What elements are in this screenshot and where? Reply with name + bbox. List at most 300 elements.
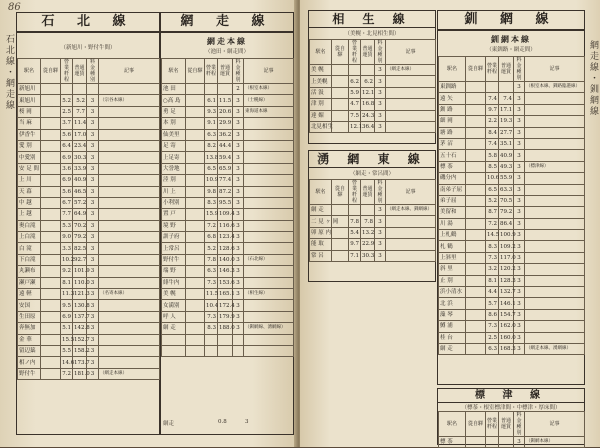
table-row bbox=[18, 163, 160, 174]
segment-distance: 9.5 bbox=[61, 300, 73, 311]
station-name: 常 呂 bbox=[310, 250, 332, 261]
from-station bbox=[186, 163, 205, 174]
shibetsu-title: 標 津 線 bbox=[438, 389, 584, 403]
remarks bbox=[99, 163, 160, 174]
cumulative-distance: 109.4 bbox=[218, 209, 233, 220]
cumulative-distance: 181.0 bbox=[73, 368, 87, 379]
from-station bbox=[41, 323, 61, 334]
table-row bbox=[18, 345, 160, 356]
segment-distance: 8.4 bbox=[486, 127, 499, 138]
station-name: 野付牛 bbox=[162, 254, 186, 265]
from-station bbox=[466, 298, 486, 309]
remarks bbox=[386, 227, 436, 238]
left-page bbox=[0, 0, 297, 447]
cumulative-distance: 128.6 bbox=[218, 243, 233, 254]
remarks bbox=[386, 76, 436, 87]
segment-distance: 2.5 bbox=[486, 332, 499, 343]
from-station bbox=[466, 127, 486, 138]
remarks bbox=[244, 300, 294, 311]
segment-distance: 8.3 bbox=[486, 241, 499, 252]
cumulative-distance: 120.2 bbox=[499, 264, 514, 275]
table-row bbox=[310, 227, 436, 238]
fee-class: 3 bbox=[514, 275, 525, 286]
from-station bbox=[186, 140, 205, 151]
remarks bbox=[525, 309, 585, 320]
from-station bbox=[332, 110, 349, 121]
table-row bbox=[162, 266, 294, 277]
from-station bbox=[41, 84, 61, 95]
col-header-from: 從自驛 bbox=[332, 180, 349, 205]
from-station bbox=[41, 345, 61, 356]
from-station bbox=[41, 334, 61, 345]
cumulative-distance: 44.4 bbox=[218, 140, 233, 151]
station-name: 奔無加 bbox=[18, 323, 41, 334]
remarks bbox=[525, 127, 585, 138]
from-station bbox=[186, 220, 205, 231]
cumulative-distance: 172.4 bbox=[218, 300, 233, 311]
fee-class: 3 bbox=[233, 323, 244, 334]
segment-distance: 7.3 bbox=[486, 321, 499, 332]
remarks bbox=[525, 195, 585, 206]
table-row bbox=[310, 216, 436, 227]
table-row bbox=[310, 205, 436, 216]
cumulative-distance: 17.1 bbox=[499, 104, 514, 115]
table-row bbox=[310, 239, 436, 250]
segment-distance: 10.9 bbox=[205, 175, 218, 186]
segment-distance: 12.1 bbox=[349, 121, 361, 132]
cumulative-distance: 13.2 bbox=[361, 227, 375, 238]
station-name: 足 寄 bbox=[162, 140, 186, 151]
cumulative-distance: 146.3 bbox=[218, 266, 233, 277]
remarks bbox=[525, 332, 585, 343]
table-row bbox=[18, 254, 160, 265]
segment-distance: 4.4 bbox=[486, 287, 499, 298]
table-row bbox=[18, 129, 160, 140]
segment-distance: 7.8 bbox=[205, 254, 218, 265]
from-station bbox=[41, 106, 61, 117]
station-name: 置 戸 bbox=[162, 209, 186, 220]
fee-class: 3 bbox=[87, 129, 99, 140]
from-station bbox=[186, 129, 205, 140]
col-header-fare: 普通運賃 bbox=[361, 180, 375, 205]
remarks: （根室本線） bbox=[244, 84, 294, 95]
cumulative-distance: 11.5 bbox=[218, 95, 233, 106]
table-row bbox=[162, 243, 294, 254]
segment-distance: 9.0 bbox=[61, 232, 73, 243]
table-row bbox=[18, 300, 160, 311]
segment-distance bbox=[205, 345, 218, 356]
fee-class: 3 bbox=[233, 254, 244, 265]
col-header-dist: 營業粁程 bbox=[61, 59, 73, 84]
remarks: （名寄本線） bbox=[99, 289, 160, 300]
col-header-fare: 普通運賃 bbox=[499, 412, 514, 437]
cumulative-distance: 12.1 bbox=[361, 87, 375, 98]
from-station bbox=[332, 87, 349, 98]
senmo-line-name: 釧網本線 bbox=[491, 34, 531, 44]
station-name: 川 湯 bbox=[439, 218, 466, 229]
from-station bbox=[332, 99, 349, 110]
from-station bbox=[466, 93, 486, 104]
segment-distance: 6.1 bbox=[205, 95, 218, 106]
segment-distance bbox=[349, 65, 361, 76]
from-station bbox=[41, 140, 61, 151]
cumulative-distance bbox=[218, 84, 233, 95]
remarks bbox=[525, 93, 585, 104]
remarks: （根室本線、釧路臨港線） bbox=[525, 82, 585, 93]
from-station bbox=[186, 334, 205, 345]
remarks bbox=[525, 138, 585, 149]
table-row bbox=[162, 289, 294, 300]
table-row bbox=[439, 127, 585, 138]
col-header-station: 駅名 bbox=[310, 40, 332, 65]
station-name: 本 別 bbox=[162, 118, 186, 129]
table-row bbox=[18, 209, 160, 220]
cumulative-distance: 95.5 bbox=[218, 197, 233, 208]
station-name: 白 滝 bbox=[18, 243, 41, 254]
station-name: 上美幌 bbox=[310, 76, 332, 87]
remarks bbox=[525, 173, 585, 184]
table-row bbox=[18, 186, 160, 197]
segment-distance: 11.3 bbox=[61, 289, 73, 300]
remarks bbox=[386, 110, 436, 121]
from-station bbox=[466, 309, 486, 320]
fee-class: 3 bbox=[514, 287, 525, 298]
fee-class: 3 bbox=[233, 175, 244, 186]
fee-class: 3 bbox=[514, 343, 525, 354]
station-name bbox=[162, 345, 186, 356]
cumulative-distance: 82.5 bbox=[73, 243, 87, 254]
abashiri-footer-station: 網走 bbox=[163, 421, 175, 427]
remarks bbox=[99, 300, 160, 311]
fee-class: 3 bbox=[514, 173, 525, 184]
col-header-fare: 普通運賃 bbox=[73, 59, 87, 84]
from-station bbox=[466, 241, 486, 252]
from-station bbox=[41, 266, 61, 277]
segment-distance: 6.5 bbox=[486, 184, 499, 195]
station-name: 当 麻 bbox=[18, 118, 41, 129]
segment-distance: 7.2 bbox=[205, 220, 218, 231]
table-row bbox=[18, 243, 160, 254]
table-row bbox=[439, 252, 585, 263]
yumo-title: 湧 網 東 線 bbox=[309, 151, 435, 168]
from-station bbox=[332, 205, 349, 216]
segment-distance: 9.1 bbox=[205, 118, 218, 129]
from-station bbox=[41, 118, 61, 129]
fee-class: 3 bbox=[514, 230, 525, 241]
station-name: 愛 別 bbox=[18, 140, 41, 151]
fee-class: 3 bbox=[233, 311, 244, 322]
station-name: 丸瀬布 bbox=[18, 266, 41, 277]
station-name: 網 走 bbox=[310, 205, 332, 216]
table-row bbox=[162, 232, 294, 243]
fee-class: 3 bbox=[375, 110, 386, 121]
from-station bbox=[41, 357, 61, 368]
fee-class: 3 bbox=[233, 129, 244, 140]
station-name: 勇 足 bbox=[162, 106, 186, 117]
fee-class: 3 bbox=[87, 289, 99, 300]
from-station bbox=[186, 243, 205, 254]
remarks: （釧網本線） bbox=[525, 437, 585, 448]
remarks: （網走本線） bbox=[99, 368, 160, 379]
cumulative-distance: 142.8 bbox=[73, 323, 87, 334]
from-station bbox=[466, 184, 486, 195]
col-header-remarks: 記事 bbox=[525, 412, 585, 437]
cumulative-distance: 168.3 bbox=[499, 343, 514, 354]
col-header-dist: 營業粁程 bbox=[486, 57, 499, 82]
remarks bbox=[525, 287, 585, 298]
from-station bbox=[466, 173, 486, 184]
from-station bbox=[186, 254, 205, 265]
from-station bbox=[186, 209, 205, 220]
table-row bbox=[310, 76, 436, 87]
col-header-station: 駅名 bbox=[439, 57, 466, 82]
remarks bbox=[386, 99, 436, 110]
cumulative-distance: 40.9 bbox=[73, 175, 87, 186]
col-header-station: 駅名 bbox=[162, 59, 186, 84]
remarks bbox=[99, 345, 160, 356]
remarks bbox=[244, 334, 294, 345]
from-station bbox=[466, 104, 486, 115]
segment-distance: 9.8 bbox=[205, 186, 218, 197]
station-name: ○高 島 bbox=[162, 95, 186, 106]
segment-distance: 4.7 bbox=[349, 99, 361, 110]
fee-class: 3 bbox=[375, 227, 386, 238]
segment-distance: 6.3 bbox=[205, 266, 218, 277]
fee-class: 3 bbox=[87, 368, 99, 379]
table-row bbox=[162, 140, 294, 151]
from-station bbox=[466, 116, 486, 127]
fee-class: 3 bbox=[514, 138, 525, 149]
remarks bbox=[244, 232, 294, 243]
station-name: 美 幌 bbox=[162, 289, 186, 300]
fee-class: 3 bbox=[514, 218, 525, 229]
remarks bbox=[244, 140, 294, 151]
segment-distance: 5.1 bbox=[61, 323, 73, 334]
table-row bbox=[18, 277, 160, 288]
fee-class: 3 bbox=[87, 254, 99, 265]
remarks bbox=[386, 121, 436, 132]
table-row bbox=[439, 184, 585, 195]
from-station bbox=[186, 186, 205, 197]
cumulative-distance: 27.7 bbox=[499, 127, 514, 138]
segment-distance bbox=[205, 84, 218, 95]
from-station bbox=[41, 277, 61, 288]
fee-class: 3 bbox=[514, 184, 525, 195]
col-header-fee: 料金種別 bbox=[514, 412, 525, 437]
cumulative-distance: 55.9 bbox=[499, 173, 514, 184]
remarks bbox=[244, 129, 294, 140]
station-name: 奥白滝 bbox=[18, 220, 41, 231]
from-station bbox=[41, 152, 61, 163]
station-name: 野付牛 bbox=[18, 368, 41, 379]
right-page bbox=[300, 0, 600, 447]
remarks bbox=[99, 84, 160, 95]
table-row bbox=[162, 197, 294, 208]
remarks bbox=[525, 275, 585, 286]
shibetsu-subtitle: （標茶・根室標津間・中標津・厚床間） bbox=[461, 405, 561, 411]
table-row bbox=[310, 250, 436, 261]
fee-class: 3 bbox=[514, 127, 525, 138]
remarks: （士幌線） bbox=[244, 95, 294, 106]
segment-distance: 6.9 bbox=[61, 311, 73, 322]
cumulative-distance: 70.5 bbox=[499, 195, 514, 206]
cumulative-distance bbox=[361, 205, 375, 216]
station-name: 安 足 間 bbox=[18, 163, 41, 174]
col-header-fee: 料金種別 bbox=[87, 59, 99, 84]
station-name: 磯分内 bbox=[439, 173, 466, 184]
cumulative-distance: 79.2 bbox=[499, 207, 514, 218]
col-header-remarks: 記事 bbox=[386, 180, 436, 205]
cumulative-distance: 87.2 bbox=[218, 186, 233, 197]
remarks bbox=[525, 252, 585, 263]
fee-class: 3 bbox=[87, 175, 99, 186]
col-header-fee: 料金種別 bbox=[375, 180, 386, 205]
cumulative-distance: 40.9 bbox=[499, 150, 514, 161]
table-row bbox=[18, 220, 160, 231]
sekihoku-section bbox=[16, 12, 160, 435]
station-name: 中 越 bbox=[18, 197, 41, 208]
table-row bbox=[18, 106, 160, 117]
from-station bbox=[186, 84, 205, 95]
segment-distance: 6.3 bbox=[486, 343, 499, 354]
station-name: 札 鶴 bbox=[439, 241, 466, 252]
col-header-station: 駅名 bbox=[18, 59, 41, 84]
remarks: （釧網線、湧網線） bbox=[244, 323, 294, 334]
station-name: 茅 沼 bbox=[439, 138, 466, 149]
station-name: 津 別 bbox=[310, 99, 332, 110]
table-row bbox=[162, 118, 294, 129]
cumulative-distance bbox=[499, 82, 514, 93]
table-row bbox=[162, 129, 294, 140]
from-station bbox=[186, 277, 205, 288]
cumulative-distance: 165.1 bbox=[218, 289, 233, 300]
from-station bbox=[186, 323, 205, 334]
from-station bbox=[466, 287, 486, 298]
fee-class: 3 bbox=[514, 195, 525, 206]
from-station bbox=[466, 343, 486, 354]
segment-distance: 7.1 bbox=[349, 250, 361, 261]
from-station bbox=[41, 209, 61, 220]
col-header-remarks: 記事 bbox=[386, 40, 436, 65]
col-header-remarks: 記事 bbox=[244, 59, 294, 84]
segment-distance: 8.7 bbox=[486, 207, 499, 218]
cumulative-distance: 63.3 bbox=[499, 184, 514, 195]
fee-class: 3 bbox=[233, 140, 244, 151]
station-name: 桂 台 bbox=[439, 332, 466, 343]
remarks bbox=[525, 241, 585, 252]
from-station bbox=[41, 289, 61, 300]
station-name: 上 越 bbox=[18, 209, 41, 220]
station-name: 東釧路 bbox=[439, 82, 466, 93]
station-name: 達 媚 bbox=[310, 110, 332, 121]
from-station bbox=[41, 95, 61, 106]
segment-distance: 6.4 bbox=[61, 140, 73, 151]
station-name: 鱒 浦 bbox=[439, 321, 466, 332]
table-row bbox=[162, 175, 294, 186]
from-station bbox=[41, 220, 61, 231]
table-row bbox=[18, 175, 160, 186]
remarks bbox=[525, 150, 585, 161]
segment-distance: 7.5 bbox=[349, 110, 361, 121]
fee-class: 3 bbox=[375, 65, 386, 76]
cumulative-distance: 121.3 bbox=[73, 289, 87, 300]
segment-distance: 6.9 bbox=[61, 175, 73, 186]
col-header-fare: 普通運賃 bbox=[218, 59, 233, 84]
cumulative-distance bbox=[218, 334, 233, 345]
cumulative-distance: 23.4 bbox=[73, 140, 87, 151]
table-row bbox=[439, 230, 585, 241]
cumulative-distance: 92.7 bbox=[73, 254, 87, 265]
segment-distance: 5.8 bbox=[486, 150, 499, 161]
remarks bbox=[386, 239, 436, 250]
remarks bbox=[244, 266, 294, 277]
table-row bbox=[18, 95, 160, 106]
remarks bbox=[244, 277, 294, 288]
col-header-fare: 普通運賃 bbox=[361, 40, 375, 65]
table-row bbox=[439, 332, 585, 343]
fee-class: 3 bbox=[87, 118, 99, 129]
from-station bbox=[466, 275, 486, 286]
segment-distance: 9.2 bbox=[61, 266, 73, 277]
from-station bbox=[466, 138, 486, 149]
cumulative-distance: 140.0 bbox=[218, 254, 233, 265]
table-row bbox=[439, 82, 585, 93]
remarks: （宗谷本線） bbox=[99, 95, 160, 106]
cumulative-distance: 57.2 bbox=[73, 197, 87, 208]
col-header-from: 從自驛 bbox=[332, 40, 349, 65]
station-name: 瀬戸瀬 bbox=[18, 277, 41, 288]
station-name: 新旭川 bbox=[18, 84, 41, 95]
col-header-station: 駅名 bbox=[439, 412, 466, 437]
fee-class: 3 bbox=[87, 152, 99, 163]
segment-distance: 8.6 bbox=[486, 309, 499, 320]
segment-distance: 10.4 bbox=[205, 300, 218, 311]
cumulative-distance bbox=[361, 65, 375, 76]
segment-distance bbox=[349, 205, 361, 216]
cumulative-distance: 116.6 bbox=[218, 220, 233, 231]
station-name: 留辺蘂 bbox=[18, 345, 41, 356]
station-name: 上白滝 bbox=[18, 232, 41, 243]
segment-distance: 9.3 bbox=[205, 106, 218, 117]
abashiri-title: 網 走 線 bbox=[161, 13, 293, 33]
fee-class: 3 bbox=[375, 216, 386, 227]
fee-class: 3 bbox=[87, 300, 99, 311]
col-header-fare: 普通運賃 bbox=[499, 57, 514, 82]
station-name: 網 走 bbox=[439, 343, 466, 354]
fee-class: 3 bbox=[375, 205, 386, 216]
remarks: （網走本線） bbox=[386, 65, 436, 76]
segment-distance bbox=[205, 334, 218, 345]
fee-class: 3 bbox=[87, 186, 99, 197]
station-name: 安国 bbox=[18, 300, 41, 311]
senmo-section bbox=[437, 10, 585, 385]
remarks bbox=[99, 243, 160, 254]
from-station bbox=[41, 243, 61, 254]
cumulative-distance: 173.7 bbox=[73, 357, 87, 368]
aioi-subtitle: （美幌・北見相生間） bbox=[344, 31, 400, 37]
table-row bbox=[162, 106, 294, 117]
remarks: （網走本線、釧網線） bbox=[386, 205, 436, 216]
table-row bbox=[162, 311, 294, 322]
cumulative-distance: 123.4 bbox=[218, 232, 233, 243]
station-name: 標 茶 bbox=[439, 161, 466, 172]
remarks: （標津線） bbox=[525, 161, 585, 172]
fee-class: 3 bbox=[87, 232, 99, 243]
from-station bbox=[186, 118, 205, 129]
from-station bbox=[466, 82, 486, 93]
from-station bbox=[332, 227, 349, 238]
table-row bbox=[439, 298, 585, 309]
